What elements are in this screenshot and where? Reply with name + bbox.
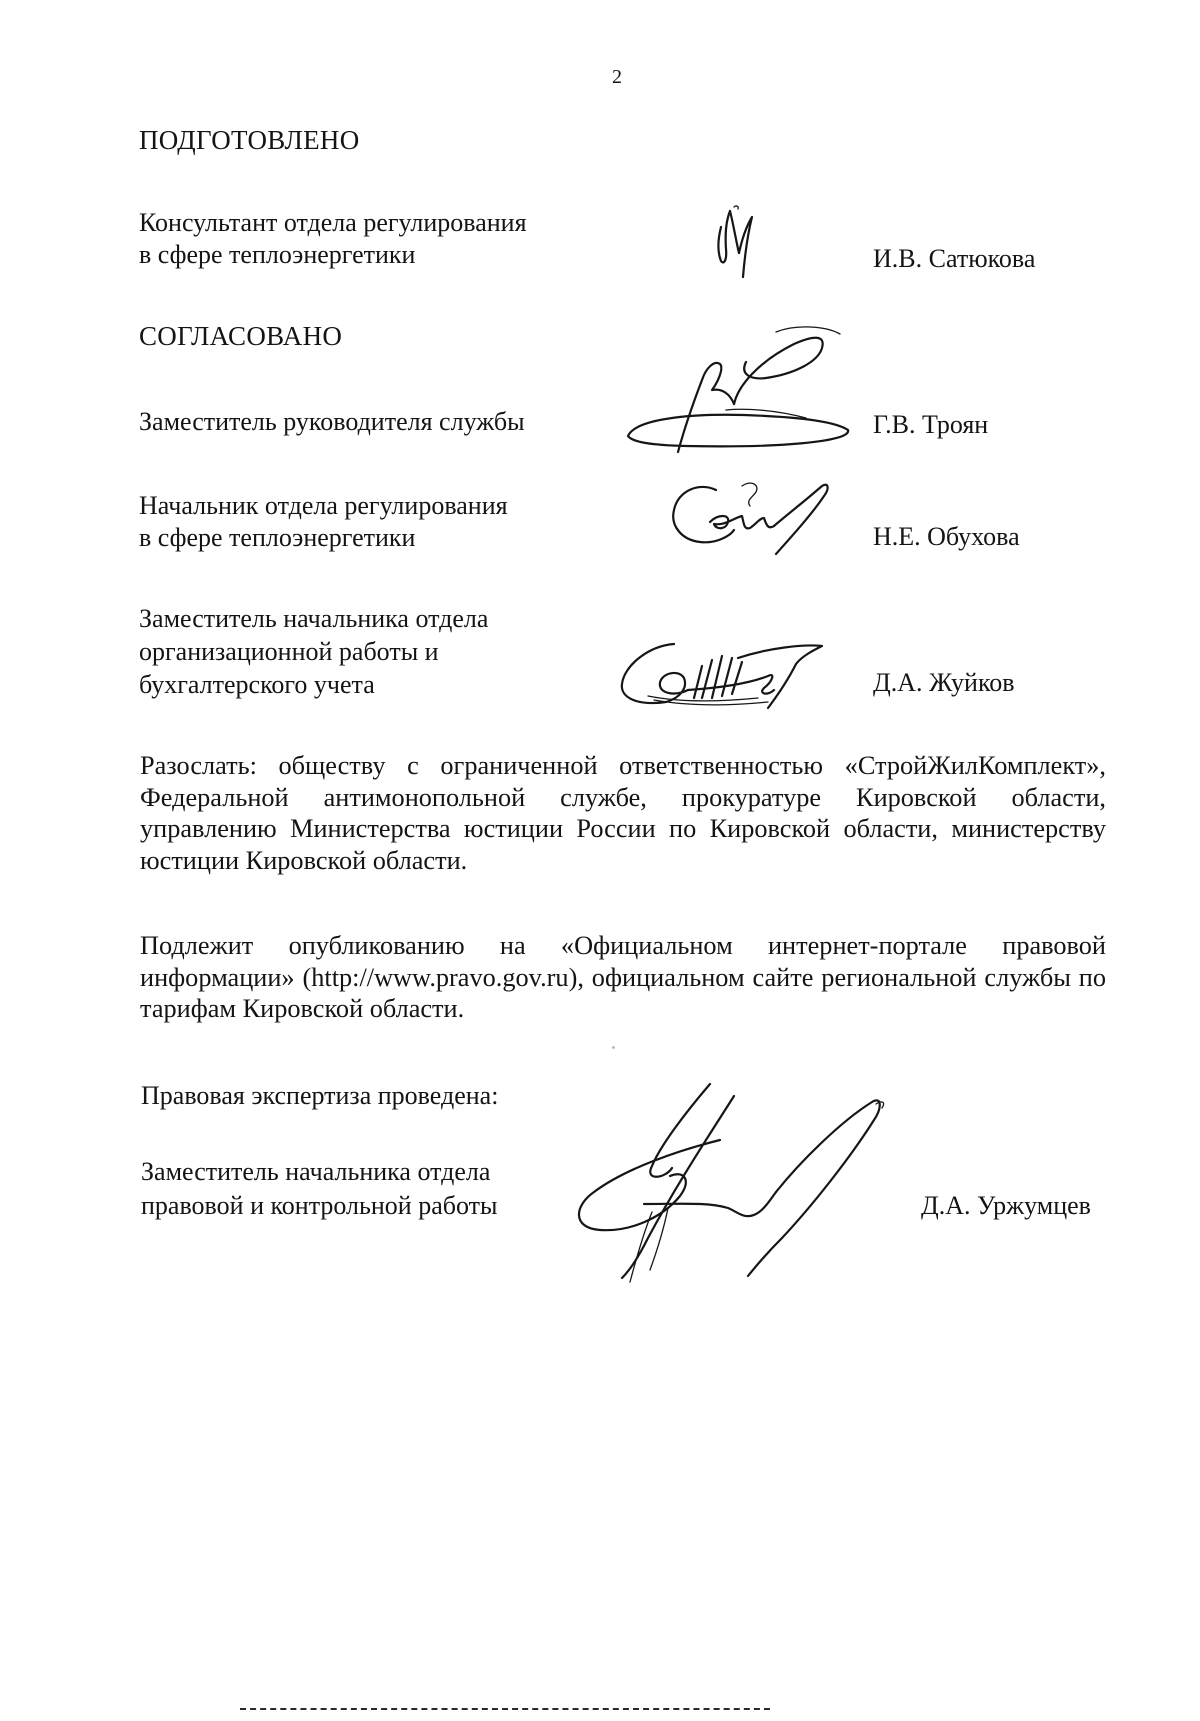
signature-obukhova: [672, 478, 844, 564]
signature-urzhumtsev: [560, 1082, 900, 1292]
agreed-heading: СОГЛАСОВАНО: [139, 321, 343, 351]
footer-rule: [240, 1708, 770, 1713]
signature-satyukova: [712, 205, 762, 287]
distribution-paragraph: Разослать: обществу с ограниченной ответственностью «СтройЖилКомплект», Федеральной антимонопольной службе, прокуратуре Кировской области, управлению Министерства юстиции России по Кировской области, министерству юстиции Кировской области.: [140, 751, 1106, 875]
signature-zhuykov: [618, 636, 830, 718]
troyan-name: Г.В. Троян: [873, 410, 989, 439]
legal-review-position-line-1: Заместитель начальника отдела: [141, 1157, 491, 1186]
legal-review-position-line-2: правовой и контрольной работы: [141, 1191, 498, 1220]
prepared-name: И.В. Сатюкова: [873, 244, 1036, 273]
page-number: 2: [612, 66, 622, 88]
publication-paragraph: Подлежит опубликованию на «Официальном интернет-портале правовой информации» (http://www.pravo.gov.ru), официальном сайте региональной службы по тарифам Кировской области.: [140, 931, 1106, 1023]
zhuykov-position-line-3: бухгалтерского учета: [139, 670, 375, 699]
zhuykov-position-line-2: организационной работы и: [139, 637, 439, 666]
signature-troyan: [626, 326, 866, 466]
obukhova-name: Н.Е. Обухова: [873, 522, 1020, 551]
legal-review-name: Д.А. Уржумцев: [921, 1191, 1091, 1220]
zhuykov-name: Д.А. Жуйков: [873, 668, 1015, 697]
legal-review-heading: Правовая экспертиза проведена:: [141, 1081, 499, 1110]
obukhova-position-line-1: Начальник отдела регулирования: [139, 491, 508, 520]
scan-speck: [612, 1046, 615, 1049]
obukhova-position-line-2: в сфере теплоэнергетики: [139, 523, 416, 552]
prepared-heading: ПОДГОТОВЛЕНО: [139, 125, 360, 155]
prepared-position-line-2: в сфере теплоэнергетики: [139, 240, 416, 269]
prepared-position-line-1: Консультант отдела регулирования: [139, 208, 527, 237]
troyan-position-line-1: Заместитель руководителя службы: [139, 407, 525, 436]
zhuykov-position-line-1: Заместитель начальника отдела: [139, 604, 489, 633]
